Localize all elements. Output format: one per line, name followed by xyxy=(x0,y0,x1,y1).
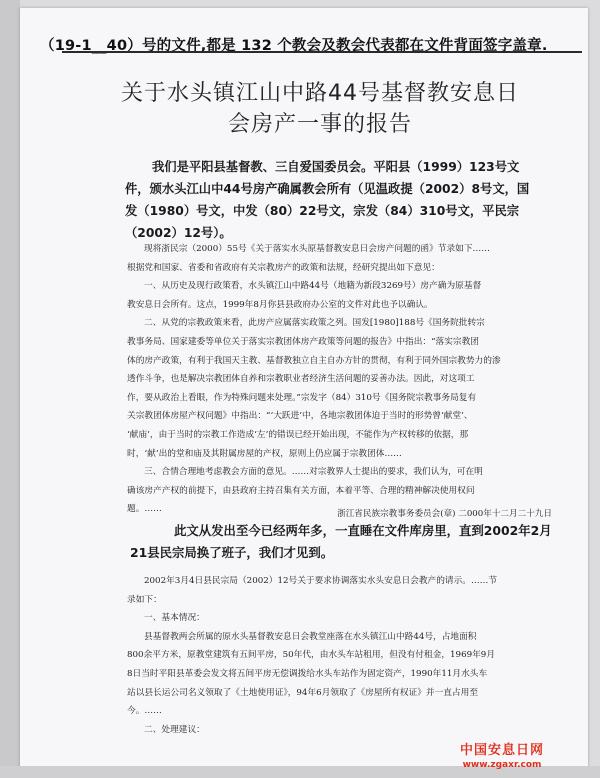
lead-line: 件，颁水头江山中44号房产确属教会所有（见温政提（2002）8号文，国 xyxy=(125,182,530,196)
document-title-line-1: 关于水头镇江山中路44号基督教安息日 xyxy=(121,81,519,106)
body-line: 现将浙民宗（2000）55号《关于落实水头原基督教安息日会房产问题的函》节录如下…… xyxy=(144,244,490,254)
body-line: 三、合情合理地考虑教会方面的意见。……对宗教界人士提出的要求，我们认为，可在明 xyxy=(144,467,483,478)
body-line: ‘献庙’，由于当时的宗教工作造成‘左’的错误已经开始出现，不能作为产权转移的依据，那 xyxy=(127,429,469,440)
body-line: 二、从党的宗教政策来看，此房产应属落实政策之列。国发[1980]188号《国务院批转宗 xyxy=(144,318,485,329)
lead-line: 发（1980）号文，中发（80）22号文，宗发（84）310号文，平民宗 xyxy=(125,204,520,218)
body-line: 题。…… xyxy=(127,504,162,515)
watermark-url: www.zgaxr.com xyxy=(462,760,542,770)
body-line: 县基督教两会所属的原水头基督教安息日会教堂座落在水头镇江山中路44号，占地面积 xyxy=(144,631,477,642)
body-line: 一、基本情况： xyxy=(144,613,205,624)
top-rule xyxy=(62,51,582,53)
lead-line: （2002）12号）。 xyxy=(125,226,232,240)
top-note: （19-1__40）号的文件,都是 132 个教会及教会代表都在文件背面签字盖章. xyxy=(40,38,548,54)
quoted-letter-body xyxy=(127,240,552,519)
scan-left-gutter xyxy=(0,0,20,778)
body-line: 作，要从政治上看眼，作为特殊问题来处理。”宗发字（84）310号《国务院宗教事务局复有 xyxy=(127,392,477,403)
lead-paragraph xyxy=(125,156,550,244)
document-title-line-2: 会房产一事的报告 xyxy=(227,112,412,137)
lead-line: 我们是平阳县基督教、三自爱国委员会。平阳县（1999）123号文 xyxy=(152,160,520,174)
body-line: 确该房产产权的前提下，由县政府主持召集有关方面，本着平等、合理的精神解决使用权问 xyxy=(127,485,475,496)
body-line: 时，‘献’出的堂和庙及其附属房屋的产权，原则上仍应属于宗教团体…… xyxy=(127,448,402,459)
body-line: 透作斗争，也是解决宗教团体自养和宗教职业者经济生活问题的妥善办法。因此，对这项工 xyxy=(127,374,475,385)
request-excerpt-body xyxy=(127,572,552,739)
site-watermark xyxy=(460,744,544,772)
body-line: 体的房产政策，有利于我国天主教、基督教独立自主自办方针的贯彻，有利于同外国宗教势力的渗 xyxy=(127,355,501,366)
body-line: 2002年3月4日县民宗局（2002）12号关于要求协调落实水头安息日会教产的请示。……节 xyxy=(144,576,498,586)
body-line: 录如下： xyxy=(127,594,162,605)
body-line: 一、从历史及现行政策看，水头镇江山中路44号（地籍为新段3269号）房产确为原基督 xyxy=(144,281,482,292)
commentary-line: 21县民宗局换了班子，我们才见到。 xyxy=(130,545,334,560)
body-line: 二、处理建议： xyxy=(144,724,205,735)
body-line: 教安息日会所有。这点，1999年8月你县县政府办公室的文件对此也予以确认。 xyxy=(127,299,433,310)
body-line: 8日当时平阳县革委会发文将五间平房无偿调拨给水头车站作为固定资产，1990年11月水头车 xyxy=(127,668,488,679)
body-line: 今。…… xyxy=(127,706,162,717)
watermark-title: 中国安息日网 xyxy=(460,743,545,758)
body-line: 关宗教团体房屋产权问题》中指出：“‘大跃进’中，各地宗教团体迫于当时的形势曾‘献堂’、 xyxy=(127,411,473,422)
body-line: 站以县长运公司名义领取了《土地使用证》，94年6月领取了《房屋所有权证》并一直占用至 xyxy=(127,687,479,698)
commentary-paragraph xyxy=(130,520,555,564)
commentary-line: 此文从发出至今已经两年多，一直睡在文件库房里，直到2002年2月 xyxy=(174,523,552,538)
body-line: 800余平方米，原教堂建筑有五间平房，50年代，由水头车站租用，但没有付租金，1969年9月 xyxy=(127,650,496,661)
body-line: 教事务局、国家建委等单位关于落实宗教团体房产政策等问题的报告》中指出：“落实宗教团 xyxy=(127,336,479,347)
signature-line: 浙江省民族宗教事务委员会(章) 二000年十二月二十九日 xyxy=(337,509,552,519)
body-line: 根据党和国家、省委和省政府有关宗教房产的政策和法规，经研究提出如下意见： xyxy=(127,262,440,273)
